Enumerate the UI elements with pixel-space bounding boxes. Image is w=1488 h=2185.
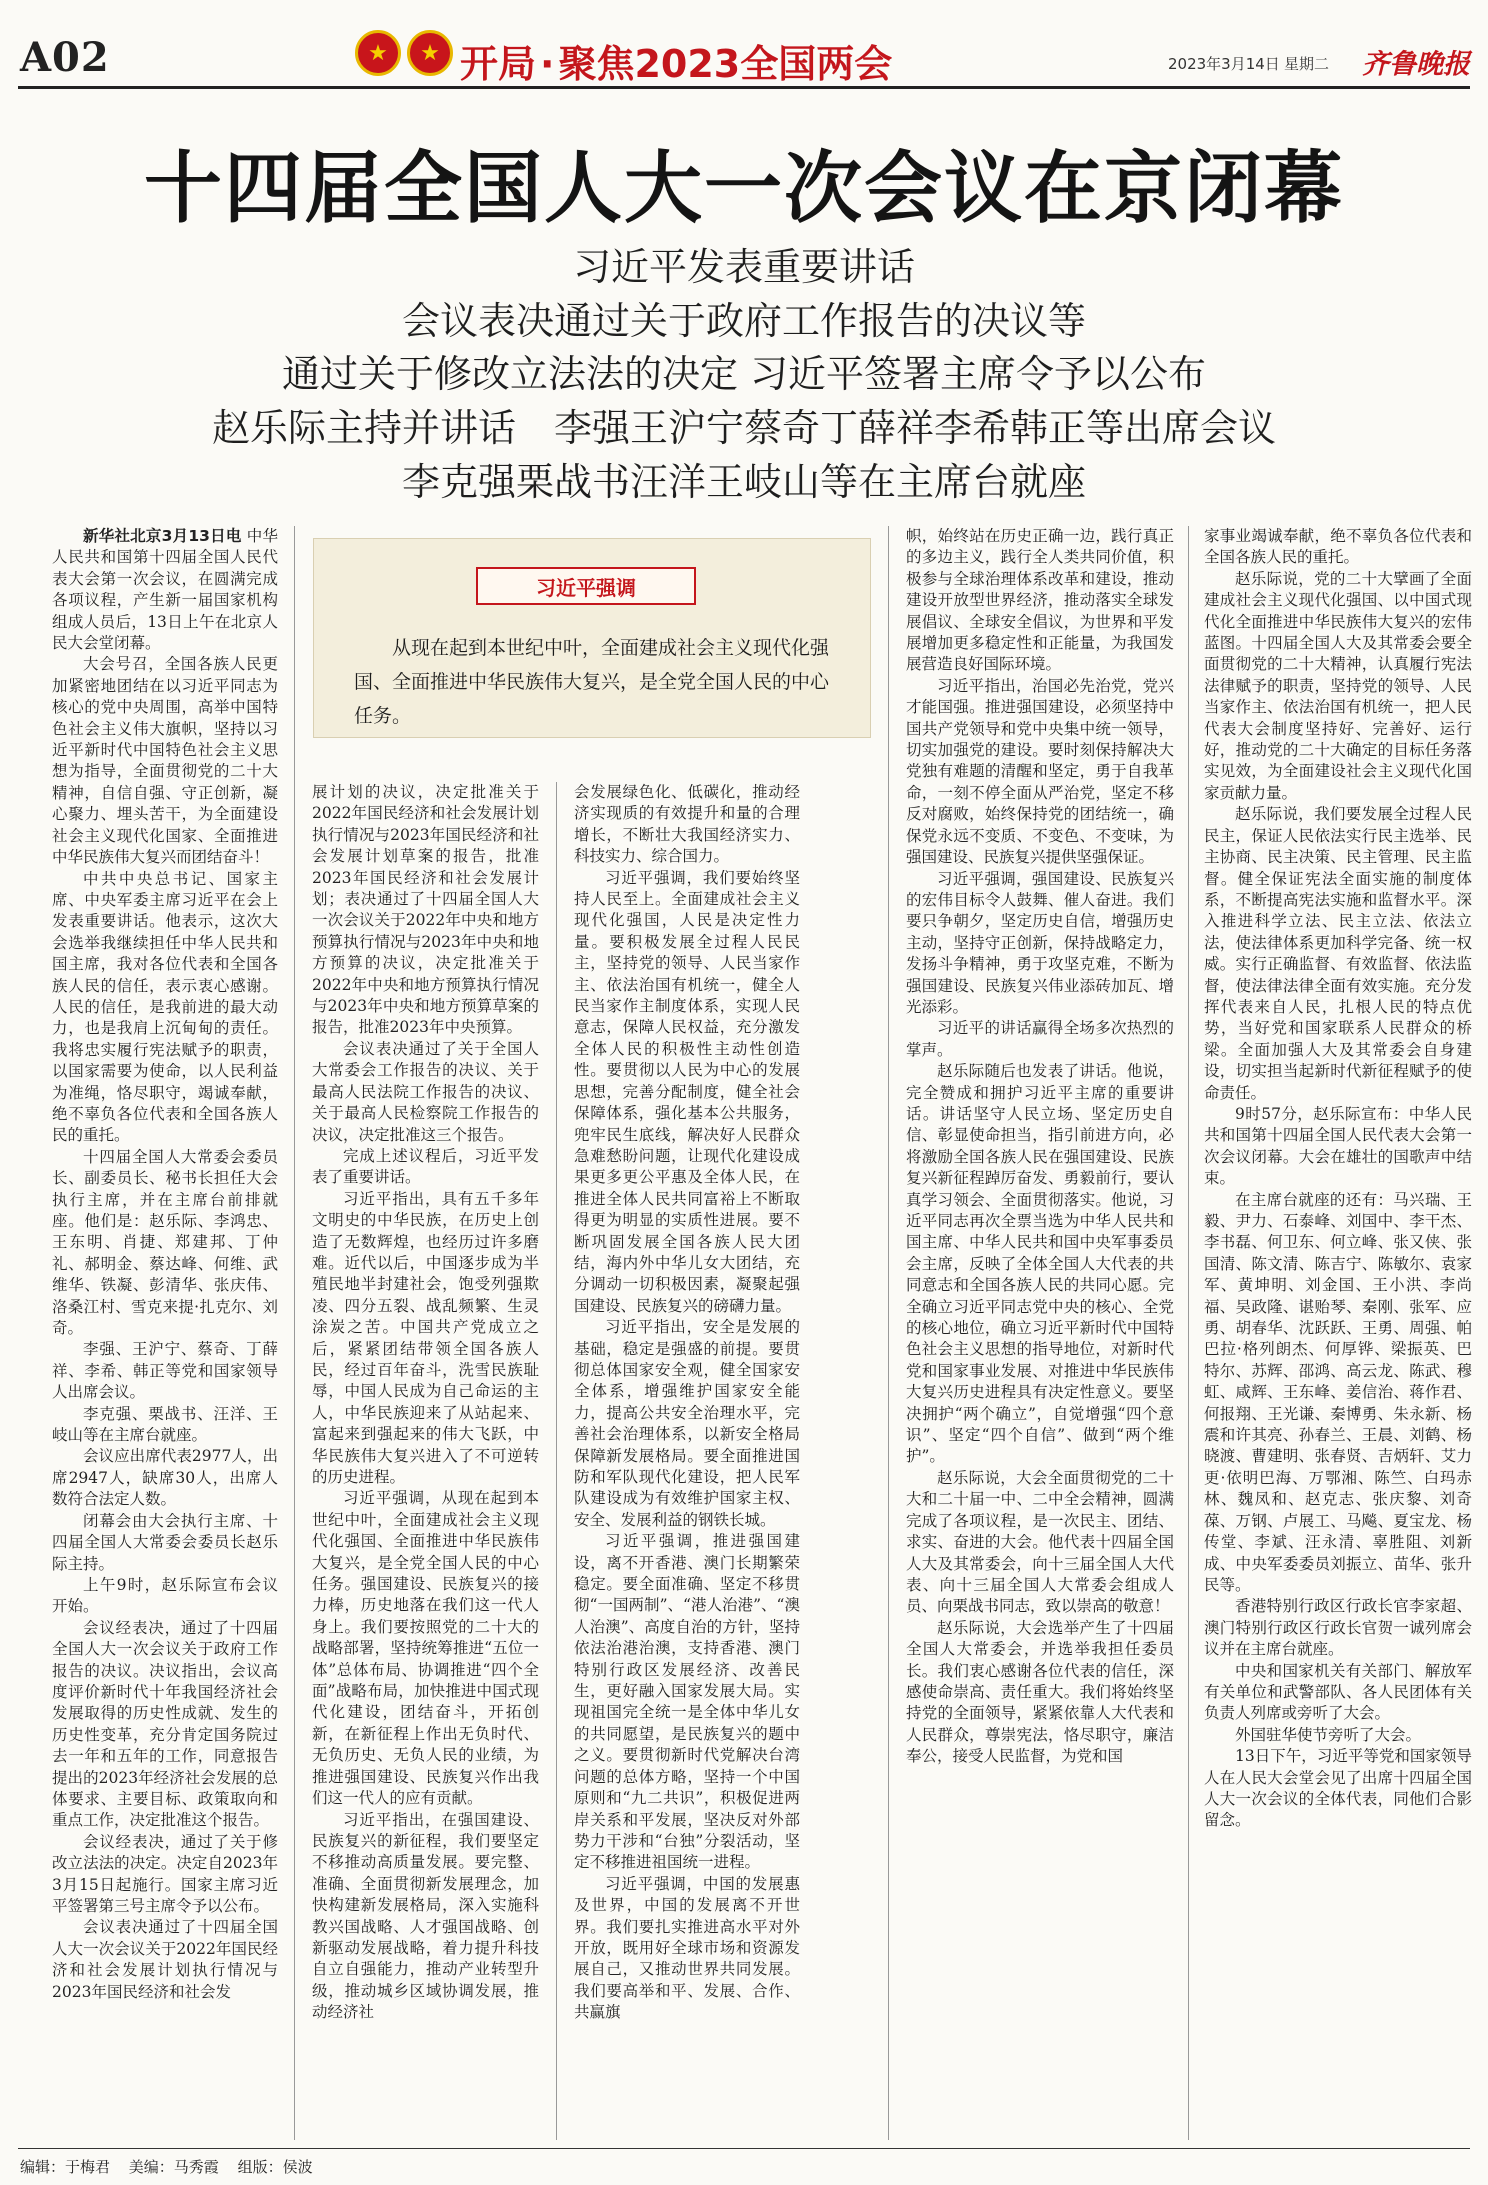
paragraph: 闭幕会由大会执行主席、十四届全国人大常委会委员长赵乐际主持。 [52,1511,278,1573]
art-editor-credit: 美编：马秀霞 [128,2158,219,2176]
paragraph: 习近平指出，安全是发展的基础，稳定是强盛的前提。要贯彻总体国家安全观，健全国家安全体系，增强维护国家安全能力，提高公共安全治理水平，完善社会治理体系，以新安全格局保障新发展格局。要全面推进国防和军队现代化建设，把人民军队建设成为有效维护国家主权、安全、发展利益的钢铁长城。 [574,1318,800,1529]
quote-text: 从现在起到本世纪中叶，全面建成社会主义现代化强国、全面推进中华民族伟大复兴，是全党全国人民的中心任务。 [354,637,830,727]
paragraph: 赵乐际说，我们要发展全过程人民民主，保证人民依法实行民主选举、民主协商、民主决策、民主管理、民主监督。健全保证宪法全面实施的制度体系，不断提高宪法实施和监督水平。深入推进科学立法、民主立法、依法立法，使法律体系更加科学完备、统一权威。实行正确监督、有效监督、依法监督，使法律法律全面有效实施。充分发挥代表来自人民，扎根人民的特点优势，当好党和国家联系人民群众的桥梁。全面加强人大及其常委会自身建设，切实担当起新时代新征程赋予的使命责任。 [1204,805,1472,1102]
paragraph: 赵乐际随后也发表了讲话。他说，完全赞成和拥护习近平主席的重要讲话。讲话坚守人民立场、坚定历史自信、彰显使命担当，指引前进方向，必将激励全国各族人民在强国建设、民族复兴新征程踔厉奋发、勇毅前行，要认真学习领会、全面贯彻落实。他说，习近平同志再次全票当选为中华人民共和国主席、中华人民共和国中央军事委员会主席，反映了全体全国人大代表的共同意志和全国各族人民的共同心愿。完全确立习近平同志党中央的核心、全党的核心地位，确立习近平新时代中国特色社会主义思想的指导地位，对新时代党和国家事业发展、对推进中华民族伟大复兴历史进程具有决定性意义。要坚决拥护“两个确立”，自觉增强“四个意识”、坚定“四个自信”、做到“两个维护”。 [906,1062,1174,1466]
paragraph: 赵乐际说，党的二十大擘画了全面建成社会主义现代化强国、以中国式现代化全面推进中华民族伟大复兴的宏伟蓝图。十四届全国人大及其常委会要全面贯彻党的二十大精神，认真履行宪法法律赋予的职责，坚持党的领导、人民当家作主、依法治国有机统一，把人民代表大会制度坚持好、完善好、运行好，推动党的二十大确定的目标任务落实见效，为全面建设社会主义现代化国家贡献力量。 [1204,569,1472,802]
paragraph: 在主席台就座的还有：马兴瑞、王毅、尹力、石泰峰、刘国中、李干杰、李书磊、何卫东、何立峰、张又侠、张国清、陈文清、陈吉宁、陈敏尔、袁家军、黄坤明、刘金国、王小洪、李尚福、吴政隆、谌贻琴、秦刚、张军、应勇、胡春华、沈跃跃、王勇、周强、帕巴拉·格列朗杰、何厚铧、梁振英、巴特尔、苏辉、邵鸿、高云龙、陈武、穆虹、咸辉、王东峰、姜信治、蒋作君、何报翔、王光谦、秦博勇、朱永新、杨震和许其亮、孙春兰、王晨、刘鹤、杨晓渡、曹建明、张春贤、吉炳轩、艾力更·依明巴海、万鄂湘、陈竺、白玛赤林、魏凤和、赵克志、张庆黎、刘奇葆、万钢、卢展工、马飚、夏宝龙、杨传堂、李斌、汪永清、辜胜阻、刘新成、中央军委委员刘振立、苗华、张升民等。 [1204,1190,1472,1594]
subheadline-1: 习近平发表重要讲话 [572,245,915,289]
paragraph: 李强、王沪宁、蔡奇、丁薛祥、李希、韩正等党和国家领导人出席会议。 [52,1340,278,1402]
paragraph: 习近平强调，推进强国建设，离不开香港、澳门长期繁荣稳定。要全面准确、坚定不移贯彻“一国两制”、“港人治港”、“澳人治澳”、高度自治的方针，坚持依法治港治澳，支持香港、澳门特别行政区发展经济、改善民生，更好融入国家发展大局。实现祖国完全统一是全体中华儿女的共同愿望，是民族复兴的题中之义。要贯彻新时代党解决台湾问题的总体方略，坚持一个中国原则和“九二共识”，积极促进两岸关系和平发展，坚决反对外部势力干涉和“台独”分裂活动，坚定不移推进祖国统一进程。 [574,1532,800,1872]
paragraph: 13日下午，习近平等党和国家领导人在人民大会堂会见了出席十四届全国人大一次会议的全体代表，同他们合影留念。 [1204,1747,1472,1830]
header-rule [18,86,1470,89]
section-title [460,33,892,88]
paragraph: 家事业竭诚奉献，绝不辜负各位代表和全国各族人民的重托。 [1204,527,1472,567]
main-headline: 十四届全国人大一次会议在京闭幕 [143,143,1344,234]
paragraph: 外国驻华使节旁听了大会。 [1235,1725,1422,1744]
paragraph: 香港特别行政区行政长官李家超、澳门特别行政区行政长官贺一诚列席会议并在主席台就座。 [1204,1597,1472,1659]
subheadline-2: 会议表决通过关于政府工作报告的决议等 [401,299,1086,343]
paragraph: 习近平强调，中国的发展惠及世界，中国的发展离不开世界。我们要扎实推进高水平对外开放，既用好全球市场和资源发展自己，又推动世界共同发展。我们要高举和平、发展、合作、共赢旗 [574,1874,800,2022]
layout-credit: 组版：侯波 [237,2158,313,2176]
article-column-2 [312,782,539,2140]
subheadline-5: 李克强栗战书汪洋王岐山等在主席台就座 [401,460,1086,504]
paragraph: 大会号召，全国各族人民更加紧密地团结在以习近平同志为核心的党中央周围，高举中国特色社会主义伟大旗帜，坚持以习近平新时代中国特色社会主义思想为指导，全面贯彻党的二十大精神，自信自强、守正创新，凝心聚力、埋头苦干，为全面建设社会主义现代化国家、全面推进中华民族伟大复兴而团结奋斗！ [52,655,278,867]
paragraph: 完成上述议程后，习近平发表了重要讲话。 [312,1146,539,1187]
paragraph: 帜，始终站在历史正确一边，践行真正的多边主义，践行全人类共同价值，积极参与全球治理体系改革和建设，推动建设开放型世界经济，推动落实全球发展倡议、全球安全倡议，为世界和平发展增加更多稳定性和正能量，为我国发展营造良好国际环境。 [906,527,1174,674]
section-title-part2: 聚焦2023全国两会 [558,42,893,86]
quote-heading: 习近平强调 [476,567,696,605]
article-column-4 [906,526,1174,2140]
paragraph: 展计划的决议，决定批准关于2022年国民经济和社会发展计划执行情况与2023年国民经济和社会发展计划草案的报告，批准2023年国民经济和社会发展计划；表决通过了十四届全国人大一次会议关于2022年中央和地方预算执行情况与2023年中央和地方预算的决议，决定批准关于2022年中央和地方预算执行情况与2023年中央和地方预算草案的报告，批准2023年中央预算。 [312,783,539,1037]
page-number: A02 [20,34,110,81]
paragraph: 习近平强调，我们要始终坚持人民至上。全面建成社会主义现代化强国，人民是决定性力量。要积极发展全过程人民民主，坚持党的领导、人民当家作主、依法治国有机统一，健全人民当家作主制度体系，实现人民意志，保障人民权益，充分激发全体人民的积极性主动性创造性。要贯彻以人民为中心的发展思想，完善分配制度，健全社会保障体系，强化基本公共服务，兜牢民生底线，解决好人民群众急难愁盼问题，让现代化建设成果更多更公平惠及全体人民，在推进全体人民共同富裕上不断取得更为明显的实质性进展。要不断巩固发展全国各族人民大团结，海内外中华儿女大团结，充分调动一切积极因素，凝聚起强国建设、民族复兴的磅礴力量。 [574,868,800,1315]
paragraph: 中央和国家机关有关部门、解放军有关单位和武警部队、各人民团体有关负责人列席或旁听了大会。 [1204,1661,1472,1723]
footer-rule [18,2148,1470,2149]
column-divider [888,526,889,2140]
paragraph: 会议应出席代表2977人，出席2947人，缺席30人，出席人数符合法定人数。 [52,1447,278,1509]
paragraph: 上午9时，赵乐际宣布会议开始。 [52,1575,278,1616]
paragraph: 习近平的讲话赢得全场多次热烈的掌声。 [906,1019,1174,1059]
paragraph: 李克强、栗战书、汪洋、王岐山等在主席台就座。 [52,1404,278,1445]
article-column-1 [52,526,278,2140]
paragraph: 习近平指出，在强国建设、民族复兴的新征程，我们要坚定不移推动高质量发展。要完整、准确、全面贯彻新发展理念，加快构建新发展格局，深入实施科教兴国战略、人才强国战略、创新驱动发展战略，着力提升科技自立自强能力，推动产业转型升级，推动城乡区域协调发展，推动经济社 [312,1810,539,2022]
paragraph: 中共中央总书记、国家主席、中央军委主席习近平在会上发表重要讲话。他表示，这次大会选举我继续担任中华人民共和国主席，我对各位代表和全国各族人民的信任，表示衷心感谢。人民的信任，是我前进的最大动力，也是我肩上沉甸甸的责任。我将忠实履行宪法赋予的职责，以国家需要为使命，以人民利益为准绳，恪尽职守，竭诚奉献，绝不辜负各位代表和全国各族人民的重托。 [52,869,278,1145]
paragraph: 习近平指出，具有五千多年文明史的中华民族，在历史上创造了无数辉煌，也经历过许多磨难。近代以后，中国逐步成为半殖民地半封建社会，饱受列强欺凌、四分五裂、战乱频繁、生灵涂炭之苦。中国共产党成立之后，紧紧团结带领全国各族人民，经过百年奋斗，洗雪民族耻辱，中国人民成为自己命运的主人，中华民族迎来了从站起来、富起来到强起来的伟大飞跃，中华民族伟大复兴进入了不可逆转的历史进程。 [312,1189,539,1486]
editor-credit: 编辑：于梅君 [20,2158,111,2176]
article-column-3 [574,782,800,2140]
issue-weekday: 星期二 [1284,55,1330,73]
section-title-part1: 开局 [460,42,537,86]
article-dateline: 新华社北京3月13日电 [83,527,242,545]
paragraph: 十四届全国人大常委会委员长、副委员长、秘书长担任大会执行主席，并在主席台前排就座。他们是：赵乐际、李鸿忠、王东明、肖捷、郑建邦、丁仲礼、郝明金、蔡达峰、何维、武维华、铁凝、彭清华、张庆伟、洛桑江村、雪克来提·扎克尔、刘奇。 [52,1147,278,1338]
footer-credits [20,2156,327,2177]
subheadline-3: 通过关于修改立法法的决定 习近平签署主席令予以公布 [281,352,1207,396]
paragraph: 习近平强调，从现在起到本世纪中叶，全面建成社会主义现代化强国、全面推进中华民族伟大复兴，是全党全国人民的中心任务。强国建设、民族复兴的接力棒，历史地落在我们这一代人身上。我们要按照党的二十大的战略部署，坚持统筹推进“五位一体”总体布局、协调推进“四个全面”战略布局，加快推进中国式现代化建设，团结奋斗，开拓创新，在新征程上作出无负时代、无负历史、无负人民的业绩，为推进强国建设、民族复兴作出我们这一代人的应有贡献。 [312,1489,539,1808]
paragraph: 中华人民共和国第十四届全国人民代表大会第一次会议，在圆满完成各项议程，产生新一届国家机构组成人员后，13日上午在北京人民大会堂闭幕。 [52,527,278,653]
paper-logo: 齐鲁晚报 [1362,49,1470,80]
paragraph: 会议表决通过了关于全国人大常委会工作报告的决议、关于最高人民法院工作报告的决议、关于最高人民检察院工作报告的决议，决定批准这三个报告。 [312,1039,539,1144]
paragraph: 会发展绿色化、低碳化，推动经济实现质的有效提升和量的合理增长，不断壮大我国经济实力、科技实力、综合国力。 [574,783,800,866]
paragraph: 会议经表决，通过了十四届全国人大一次会议关于政府工作报告的决议。决议指出，会议高度评价新时代十年我国经济社会发展取得的历史性成就、发生的历史性变革，充分肯定国务院过去一年和五年的工作，同意报告提出的2023年经济社会发展的总体要求、主要目标、政策取向和重点工作，决定批准这个报告。 [52,1618,278,1830]
column-divider [294,526,295,2140]
cppcc-emblem-icon: ★ [407,30,453,76]
national-emblem-icon: ★ [355,30,401,76]
section-separator: · [540,42,555,86]
paragraph: 习近平强调，强国建设、民族复兴的宏伟目标令人鼓舞、催人奋进。我们要只争朝夕，坚定历史自信，增强历史主动，坚持守正创新，保持战略定力，发扬斗争精神，勇于攻坚克难，不断为强国建设、民族复兴伟业添砖加瓦、增光添彩。 [906,869,1174,1016]
paragraph: 习近平指出，治国必先治党，党兴才能国强。推进强国建设，必须坚持中国共产党领导和党中央集中统一领导，切实加强党的建设。要时刻保持解决大党独有难题的清醒和坚定，勇于自我革命，一刻不停全面从严治党，坚定不移反对腐败，始终保持党的团结统一，确保党永远不变质、不变色、不变味，为强国建设、民族复兴提供坚强保证。 [906,676,1174,867]
column-divider [1188,526,1189,2140]
subheadline-4: 赵乐际主持并讲话 李强王沪宁蔡奇丁薛祥李希韩正等出席会议 [211,406,1276,450]
paragraph: 会议表决通过了十四届全国人大一次会议关于2022年国民经济和社会发展计划执行情况与2023年国民经济和社会发 [52,1918,278,2001]
issue-date: 2023年3月14日 [1168,55,1280,73]
paragraph: 赵乐际说，大会选举产生了十四届全国人大常委会，并选举我担任委员长。我们衷心感谢各位代表的信任，深感使命崇高、责任重大。我们将始终坚持党的全面领导，紧紧依靠人大代表和人民群众，尊崇宪法，恪尽职守，廉洁奉公，接受人民监督，为党和国 [906,1618,1174,1766]
paragraph: 会议经表决，通过了关于修改立法法的决定。决定自2023年3月15日起施行。国家主席习近平签署第三号主席令予以公布。 [52,1832,278,1915]
paragraph: 赵乐际说，大会全面贯彻党的二十大和二十届一中、二中全会精神，圆满完成了各项议程，是一次民主、团结、求实、奋进的大会。他代表十四届全国人大及其常委会，向十三届全国人大代表、向十三届全国人大常委会组成人员、向栗战书同志，致以崇高的敬意！ [906,1468,1174,1616]
paragraph: 9时57分，赵乐际宣布：中华人民共和国第十四届全国人民代表大会第一次会议闭幕。大会在雄壮的国歌声中结束。 [1204,1104,1472,1188]
column-divider [556,782,557,2140]
article-column-5 [1204,526,1472,2140]
emblems [355,30,453,76]
quote-box [313,538,871,738]
